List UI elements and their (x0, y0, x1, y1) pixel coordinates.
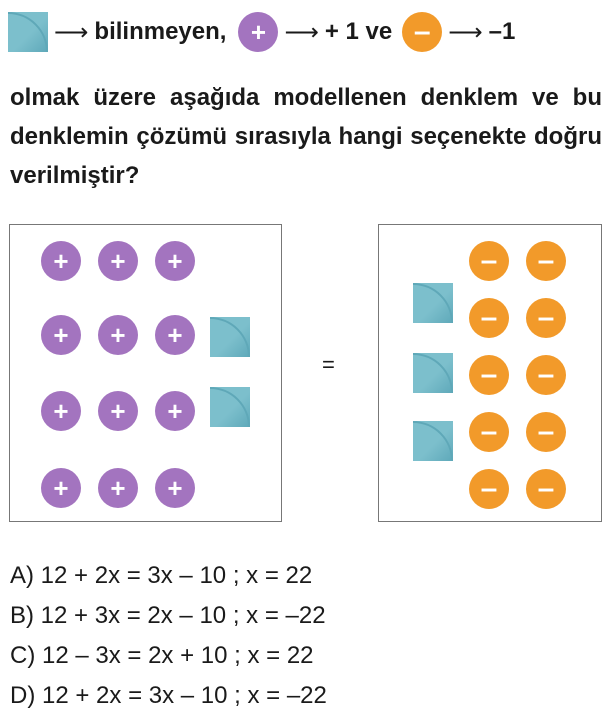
option-letter: B) (10, 602, 34, 629)
plus-symbol: + (250, 17, 267, 47)
option-b[interactable] (10, 596, 327, 636)
unknown-tile-icon (210, 387, 250, 427)
minus-chip-icon: – (526, 355, 566, 395)
plus-chip-icon: + (98, 468, 138, 508)
option-a[interactable] (10, 556, 327, 596)
unknown-tile-icon (413, 353, 453, 393)
plus-chip-icon: + (155, 391, 195, 431)
option-letter: D) (10, 682, 36, 709)
minus-chip-icon: – (469, 298, 509, 338)
plus-chip-icon: + (41, 241, 81, 281)
option-text: 12 + 2x = 3x – 10 ; x = 22 (40, 562, 313, 589)
equals-sign: = (322, 352, 335, 377)
option-d[interactable] (10, 676, 327, 716)
plus-chip-icon (238, 12, 278, 52)
minus-chip-icon: – (469, 412, 509, 452)
plus-chip-icon: + (41, 315, 81, 355)
plus-chip-icon: + (98, 315, 138, 355)
unknown-tile-icon (8, 12, 48, 52)
minus-chip-icon: – (469, 355, 509, 395)
left-side-box (9, 224, 282, 522)
option-letter: A) (10, 562, 34, 589)
legend (8, 12, 515, 52)
minus-chip-icon: – (526, 469, 566, 509)
right-side-box (378, 224, 602, 522)
unknown-tile-icon (413, 283, 453, 323)
plus-chip-icon: + (98, 391, 138, 431)
option-letter: C) (10, 642, 36, 669)
plus-chip-icon: + (98, 241, 138, 281)
minus-chip-icon: – (469, 241, 509, 281)
plus-chip-icon: + (155, 241, 195, 281)
minus-chip-icon: – (526, 412, 566, 452)
unknown-label: bilinmeyen, (94, 18, 227, 45)
option-text: 12 + 2x = 3x – 10 ; x = –22 (42, 682, 327, 709)
arrow-icon: ⟶ (284, 18, 319, 46)
minus-chip-icon: – (469, 469, 509, 509)
option-text: 12 + 3x = 2x – 10 ; x = –22 (40, 602, 326, 629)
minus-chip-icon: – (526, 241, 566, 281)
plus-chip-icon: + (155, 468, 195, 508)
minus-symbol: – (413, 15, 431, 48)
unknown-tile-icon (413, 421, 453, 461)
plus-chip-icon: + (155, 315, 195, 355)
option-text: 12 – 3x = 2x + 10 ; x = 22 (42, 642, 314, 669)
plus-chip-icon: + (41, 468, 81, 508)
plus-meaning: + 1 ve (324, 18, 393, 45)
answer-options (10, 556, 327, 716)
arrow-icon: ⟶ (448, 18, 483, 46)
unknown-tile-icon (210, 317, 250, 357)
minus-chip-icon (402, 12, 442, 52)
plus-chip-icon: + (41, 391, 81, 431)
question-text: olmak üzere aşağıda modellenen denklem ve bu denklemin çözümü sırasıyla hangi seçenekte doğru verilmiştir? (10, 84, 602, 189)
option-c[interactable] (10, 636, 327, 676)
arrow-icon: ⟶ (54, 18, 89, 46)
minus-meaning: –1 (488, 18, 516, 45)
minus-chip-icon: – (526, 298, 566, 338)
